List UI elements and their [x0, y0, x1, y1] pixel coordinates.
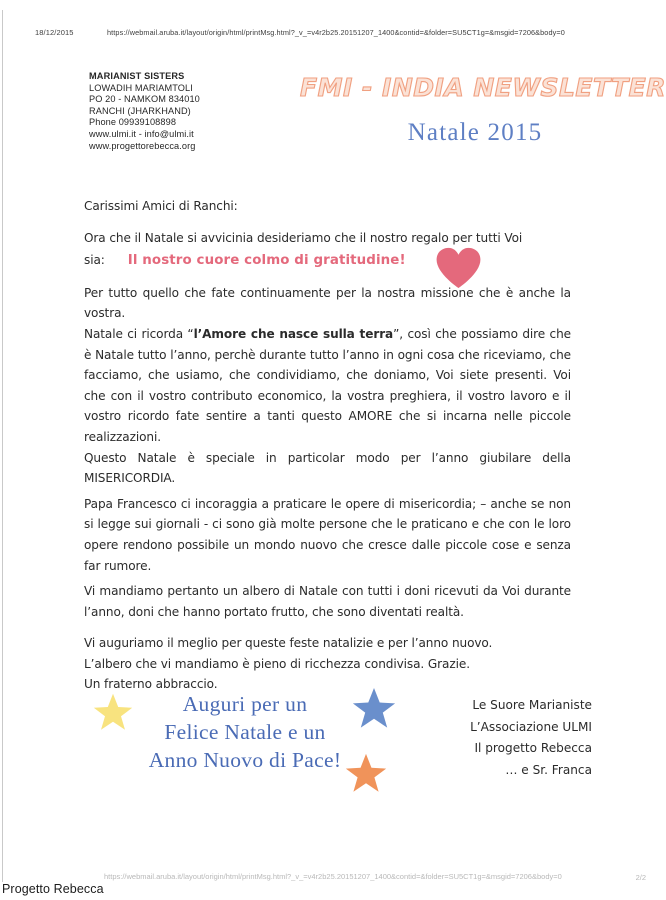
paragraph-natale-post: ”, così che possiamo dire che è Natale tutto l’anno, perchè durante tutto l’anno in ogni cosa che riceviamo, che facciamo, che usiamo, che condividiamo, che doniamo, Voi siete presenti. Voi che con il vostro contributo economico, la vostra preghiera, il vostro lavoro e il vostro ricordo fate sentire a tanti questo AMORE che si incarna nelle piccole realizzazioni. [84, 326, 572, 444]
closing-line-3: Un fraterno abbraccio. [84, 677, 218, 692]
paragraph-misericordia: Questo Natale è speciale in particolar modo per l’anno giubilare della MISERICORDIA. [84, 450, 571, 486]
letter-intro: Ora che il Natale si avvicinia desideriamo che il nostro regalo per tutti Voi [84, 230, 523, 245]
masthead [300, 73, 666, 147]
closing-line-2: L’albero che vi mandiamo è pieno di ricchezza condivisa. Grazie. [84, 656, 470, 671]
signature-line-4: … e Sr. Franca [505, 762, 592, 777]
gift-label: sia: [84, 253, 105, 268]
paragraph-albero: Vi mandiamo pertanto un albero di Natale con tutti i doni ricevuti da Voi durante l’anno, doni che hanno portato frutto, che sono diventati realtà. [84, 584, 571, 619]
print-footer-page-number: 2/2 [635, 873, 646, 882]
newsletter-subtitle: Natale 2015 [407, 119, 543, 146]
wishes-line-1: Auguri per un [182, 692, 308, 716]
print-header [0, 24, 654, 40]
letterhead-address-block [89, 71, 200, 152]
paragraph-natale-pre: Natale ci ricorda “ [84, 326, 194, 341]
letter-body [84, 196, 571, 695]
scan-edge-artifact [2, 10, 3, 882]
holiday-wishes-block [95, 690, 395, 774]
letterhead-website: www.progettorebecca.org [89, 140, 196, 151]
letterhead-email: www.ulmi.it - info@ulmi.it [89, 128, 194, 139]
print-source-url: https://webmail.aruba.it/layout/origin/html/printMsg.html?_v_=v4r2b25.20151207_1400&contid=&folder=SU5CT1g=&msgid=7206&body=0 [107, 27, 565, 37]
print-footer-url-clipped [104, 872, 604, 881]
letter-gift-line [84, 250, 571, 272]
signature-line-2: L’Associazione ULMI [470, 719, 592, 734]
paragraph-papa-francesco: Papa Francesco ci incoraggia a praticare le opere di misericordia; – anche se non si legge sui giornali - ci sono già molte persone che le praticano e che con le loro opere rendono possibile un mondo nuovo che cresce dalle piccole cose e senza far rumore. [84, 496, 571, 573]
signature-line-3: Il progetto Rebecca [474, 741, 592, 755]
wishes-line-3: Anno Nuovo di Pace! [148, 748, 342, 772]
signature-line-1: Le Suore Marianiste [472, 698, 592, 712]
letterhead-line-2: LOWADIH MARIAMTOLI [89, 82, 193, 93]
newsletter-title: FMI - INDIA NEWSLETTER [300, 73, 666, 102]
letter-salutation: Carissimi Amici di Ranchi: [84, 199, 238, 213]
print-footer-url-text: https://webmail.aruba.it/layout/origin/html/printMsg.html?_v_=v4r2b25.20151207_1400&contid=&folder=SU5CT1g=&msgid=7206&body=0 [104, 872, 562, 881]
page-caption: Progetto Rebecca [2, 882, 104, 896]
paragraph-natale [84, 324, 571, 448]
wishes-line-2: Felice Natale e un [164, 720, 326, 744]
letterhead-line-3: PO 20 - NAMKOM 834010 [89, 94, 200, 105]
print-date: 18/12/2015 [35, 27, 74, 37]
paragraph-natale-quote: l’Amore che nasce sulla terra [193, 326, 394, 341]
closing-line-1: Vi auguriamo il meglio per queste feste natalizie e per l’anno nuovo. [84, 636, 493, 651]
organization-name: MARIANIST SISTERS [89, 71, 185, 81]
signature-block [410, 695, 592, 781]
paragraph-thanks: Per tutto quello che fate continuamente per la nostra missione che è anche la vostra. [84, 285, 571, 321]
letterhead-line-4: RANCHI (JHARKHAND) [89, 105, 191, 116]
gift-highlight-text: Il nostro cuore colmo di gratitudine! [127, 253, 406, 269]
letterhead-phone: Phone 09939108898 [89, 117, 177, 128]
